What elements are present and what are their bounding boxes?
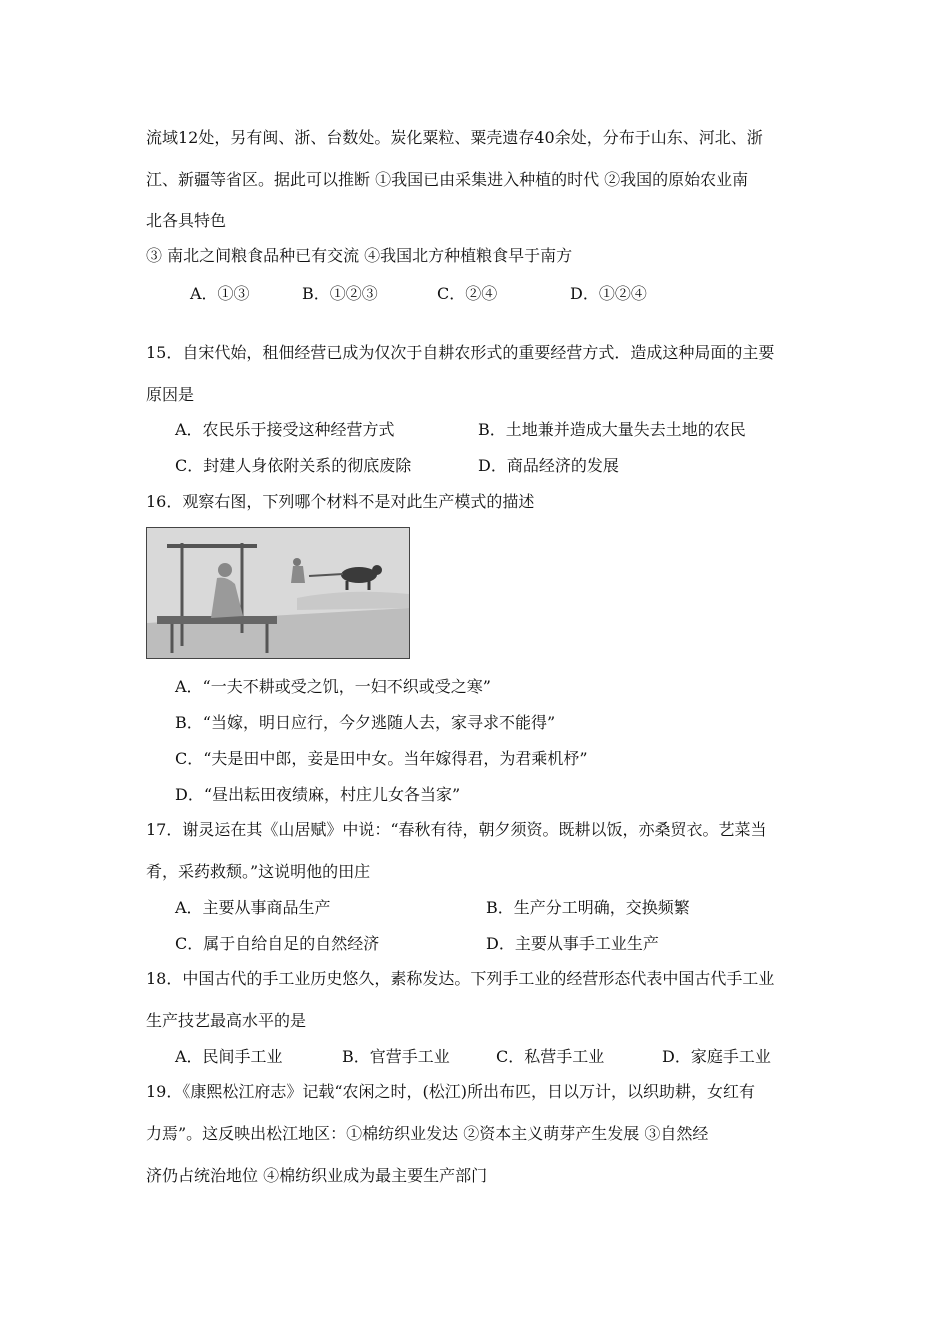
q18-option-a: A．民间手工业 (175, 1047, 283, 1066)
q19-stem-line-1: 19．《康熙松江府志》记载“农闲之时，(松江)所出布匹，日以万计，以织助耕，女红有 (146, 1082, 756, 1101)
q19-stem-line-3: 济仍占统治地位 ④棉纺织业成为最主要生产部门 (146, 1166, 488, 1185)
q15-stem-line-1: 15．自宋代始，租佃经营已成为仅次于自耕农形式的重要经营方式．造成这种局面的主要 (146, 343, 775, 362)
q14-option-b: B．①②③ (302, 284, 378, 303)
q18-stem-line-1: 18．中国古代的手工业历史悠久，素称发达。下列手工业的经营形态代表中国古代手工业 (146, 969, 775, 988)
q18-option-d: D．家庭手工业 (662, 1047, 771, 1066)
q15-stem-line-2: 原因是 (146, 385, 195, 404)
q18-option-c: C．私营手工业 (496, 1047, 605, 1066)
q17-option-b: B．生产分工明确，交换频繁 (486, 898, 690, 917)
q14-option-a: A．①③ (190, 284, 250, 303)
q17-stem-line-1: 17．谢灵运在其《山居赋》中说：“春秋有待，朝夕须资。既耕以饭，亦桑贸衣。艺菜当 (146, 820, 767, 839)
q18-stem-line-2: 生产技艺最高水平的是 (146, 1011, 307, 1030)
q14-option-c: C．②④ (437, 284, 498, 303)
weaving-farming-illustration (146, 527, 410, 659)
q15-option-a: A．农民乐于接受这种经营方式 (175, 420, 395, 439)
q14-line-3: 北各具特色 (146, 211, 227, 230)
q16-option-b: B．“当嫁，明日应行，今夕逃随人去，家寻求不能得” (175, 713, 556, 732)
q14-line-1: 流域12处，另有闽、浙、台数处。炭化粟粒、粟壳遗存40余处，分布于山东、河北、浙 (146, 128, 763, 147)
q18-option-b: B．官营手工业 (342, 1047, 450, 1066)
q19-stem-line-2: 力焉”。这反映出松江地区：①棉纺织业发达 ②资本主义萌芽产生发展 ③自然经 (146, 1124, 709, 1143)
q17-option-d: D．主要从事手工业生产 (486, 934, 659, 953)
q14-line-2: 江、新疆等省区。据此可以推断 ①我国已由采集进入种植的时代 ②我国的原始农业南 (146, 170, 749, 189)
illustration-svg (147, 528, 409, 658)
q14-line-4: ③ 南北之间粮食品种已有交流 ④我国北方种植粮食早于南方 (146, 246, 573, 265)
q17-stem-line-2: 肴，采药救颓。”这说明他的田庄 (146, 862, 371, 881)
q15-option-c: C．封建人身依附关系的彻底废除 (175, 456, 412, 475)
q15-option-b: B．土地兼并造成大量失去土地的农民 (478, 420, 746, 439)
q16-stem: 16．观察右图，下列哪个材料不是对此生产模式的描述 (146, 492, 535, 511)
q16-option-c: C．“夫是田中郎，妾是田中女。当年嫁得君，为君乘机杼” (175, 749, 588, 768)
q15-option-d: D．商品经济的发展 (478, 456, 619, 475)
q17-option-a: A．主要从事商品生产 (175, 898, 331, 917)
q17-option-c: C．属于自给自足的自然经济 (175, 934, 380, 953)
q14-option-d: D．①②④ (570, 284, 647, 303)
q16-option-d: D．“昼出耘田夜绩麻，村庄儿女各当家” (175, 785, 461, 804)
q16-option-a: A．“一夫不耕或受之饥，一妇不织或受之寒” (175, 677, 491, 696)
